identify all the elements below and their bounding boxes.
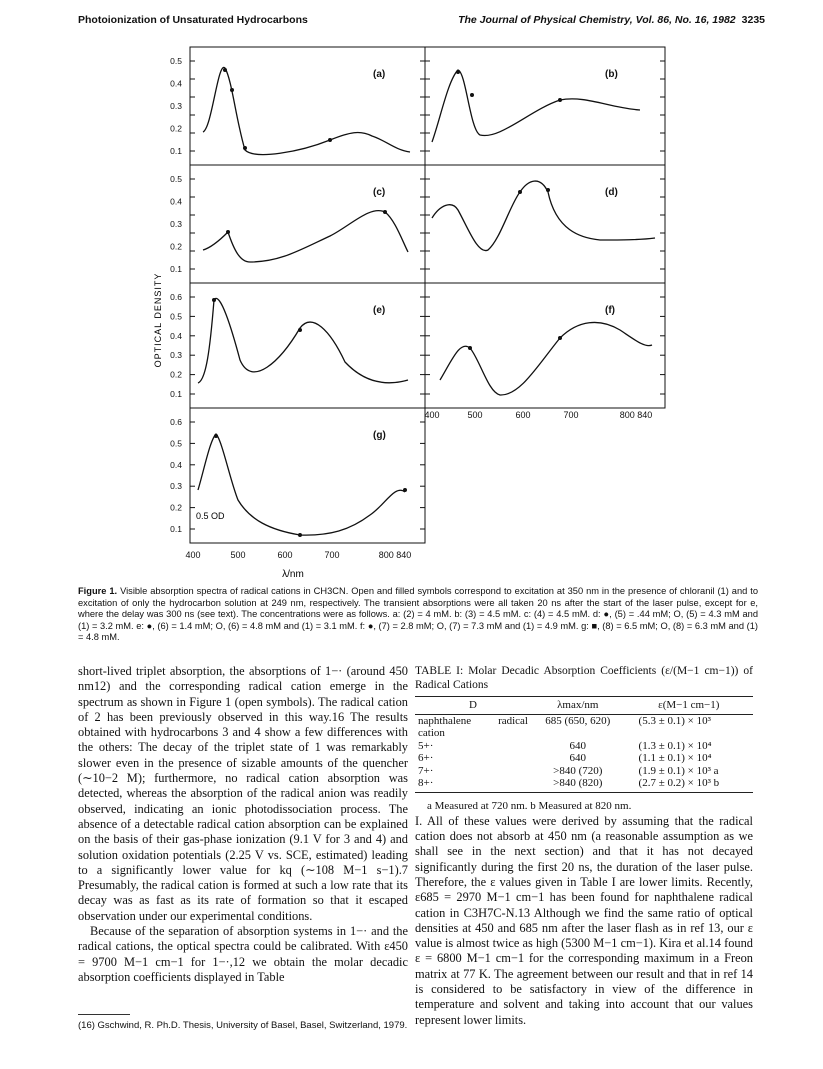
spectrum-curve — [432, 70, 640, 142]
data-point — [468, 346, 472, 350]
caption-text: Visible absorption spectra of radical cations in CH3CN. Open and filled symbols correspond to excitation at 350 nm in the presence of chloranil (1) and to excitation of only the hydrocarbon solution at 249 nm, respectively. The transient absorptions were all taken 20 ns after the start of the laser pulse, except for e, where the delay was 300 ns (see text). The concentrations were as follows. a: (2) = 4 mM. b: (3) = 4.5 mM. c: (4) = 4.5 mM. d: ●, (5) = .44 mM; O, (5) = 4.3 mM and (1) = 3.2 mM. e: ●, (6) = 1.4 mM; O, (6) = 4.8 mM and (1) = 3.1 mM. f: ●, (7) = 2.8 mM; O, (7) = 7.3 mM and (1) = 4.9 mM. g: ■, (8) = 6.5 mM; O, (8) = 6.3 mM and (1) = 4.8 mM. — [78, 586, 758, 643]
table-row: 7+· >840 (720) (1.9 ± 0.1) × 10³ a — [418, 764, 719, 777]
y-tick-label: 0.3 — [170, 481, 182, 492]
data-point — [546, 188, 550, 192]
y-tick-label: 0.4 — [170, 459, 182, 470]
running-header-left: Photoionization of Unsaturated Hydrocarbons — [78, 14, 308, 26]
y-tick-label: 0.1 — [170, 524, 182, 534]
table-header: ε(M−1 cm−1) — [625, 697, 753, 715]
panel-label: (b) — [605, 69, 618, 80]
y-tick-label: 0.3 — [170, 101, 182, 111]
x-tick-label: 700 — [324, 550, 340, 560]
x-tick-label: 400 — [185, 550, 201, 560]
y-tick-label: 0.3 — [170, 219, 182, 229]
paragraph: short-lived triplet absorption, the absorptions of 1−· (around 450 nm12) and the corresponding radical cation emerge in the spectrum as shown in Figure 1 (open symbols). The radical cation of 2 has been previously observed in this way.16 The results obtained with hydrocarbons 3 and 4 show a few differences with the others: The decay of the triplet state of 1 was remarkably slower even in the presence of sizable amounts of the quencher (∼10−2 M); furthermore, no radical cation absorption was detected, whereas the absorption of the radical anion was readily observed, indicating an ionic photodissociation process. The absence of a detectable radical cation absorption can be explained on the basis of their gas-phase ionization (9.1 V for 3 and 4) and solution oxidation potentials (2.25 V vs. SCE, estimated) leading to a significantly lower value for kq (∼108 M−1 s−1).7 Presumably, the radical cation is formed at such a low rate that its decay was as fast as its rate of formation so that it escaped observation under our experimental conditions. — [78, 664, 408, 923]
footnote-rule — [78, 1014, 130, 1015]
od-marker: 0.5 OD — [196, 511, 225, 521]
table-header: λmax/nm — [531, 697, 625, 715]
y-tick-label: 0.2 — [170, 369, 182, 380]
table-footnote: a Measured at 720 nm. b Measured at 820 nm. — [427, 799, 632, 812]
x-tick-label: 600 — [515, 410, 531, 420]
paragraph: I. All of these values were derived by assuming that the radical cation does not absorb at 450 nm (a reasonable assumption as we shall see in the next section) and that it has not decayed significantly during the first 20 ns, the duration of the laser pulse. Therefore, the ε values given in Table I are lower limits. Recently, ε685 = 2970 M−1 cm−1 has been found for naphthalene radical cation in C3H7C-N.13 Although we find the same ratio of optical densities at 450 and 685 nm after the laser flash as in ref 13, our ε value is almost twice as high (5300 M−1 cm−1). Kira et al.14 found ε = 6800 M−1 cm−1 for the corresponding maximum in a Freon matrix at 77 K. The agreement between our result and that in ref 14 is considered to be satisfactory in view of the difference in temperature and solvent and taking into account that our values represent lower limits. — [415, 813, 753, 1027]
y-tick-label: 0.1 — [170, 264, 182, 274]
footnote: (16) Gschwind, R. Ph.D. Thesis, University of Basel, Basel, Switzerland, 1979. — [78, 1020, 408, 1031]
spectrum-curve — [440, 322, 652, 395]
table-header: D — [415, 697, 531, 715]
panel-frame — [190, 165, 425, 283]
panel-frame — [425, 165, 665, 283]
x-tick-label: 500 — [230, 550, 246, 560]
panel-frame — [190, 408, 425, 543]
data-point — [212, 298, 216, 302]
data-point — [243, 146, 247, 150]
data-point — [558, 98, 562, 102]
data-point — [226, 230, 230, 234]
table-row: naphthalene radical cation 685 (650, 620) (5.3 ± 0.1) × 10³ — [418, 714, 711, 739]
y-tick-label: 0.4 — [170, 78, 182, 89]
x-tick-label: 500 — [467, 410, 483, 420]
panel-label: (f) — [605, 305, 615, 316]
caption-label: Figure 1. — [78, 586, 118, 596]
x-tick-label: 600 — [277, 550, 293, 560]
data-point — [456, 70, 460, 74]
figure-caption — [78, 586, 758, 644]
data-point — [558, 336, 562, 340]
panel-label: (d) — [605, 187, 618, 198]
data-point — [518, 190, 522, 194]
table-title: TABLE I: Molar Decadic Absorption Coefficients (ε/(M−1 cm−1)) of Radical Cations — [415, 665, 753, 691]
panel-label: (g) — [373, 430, 386, 441]
y-tick-label: 0.2 — [170, 502, 182, 513]
table-row: 5+· 640 (1.3 ± 0.1) × 10⁴ — [418, 739, 712, 752]
data-point — [403, 488, 407, 492]
page-number: 3235 — [741, 14, 765, 26]
y-tick-label: 0.2 — [170, 241, 182, 252]
y-tick-label: 0.4 — [170, 196, 182, 207]
y-tick-label: 0.4 — [170, 330, 182, 341]
journal-citation: The Journal of Physical Chemistry, Vol. 86, No. 16, 1982 — [458, 14, 736, 26]
data-point — [223, 68, 227, 72]
data-point — [298, 533, 302, 537]
data-point — [214, 434, 218, 438]
y-tick-label: 0.3 — [170, 350, 182, 361]
y-tick-label: 0.6 — [170, 292, 182, 302]
y-tick-label: 0.6 — [170, 417, 182, 427]
right-column — [415, 664, 753, 1028]
x-tick-label: 800 840 — [619, 410, 653, 420]
y-tick-label: 0.5 — [170, 438, 182, 449]
panel-label: (c) — [373, 187, 386, 198]
table-1 — [415, 696, 753, 793]
panel-label: (a) — [373, 69, 386, 80]
y-tick-label: 0.2 — [170, 123, 182, 134]
spectrum-curve — [198, 434, 405, 535]
y-tick-label: 0.1 — [170, 389, 182, 399]
y-tick-label: 0.5 — [170, 56, 182, 66]
y-tick-label: 0.1 — [170, 146, 182, 156]
data-point — [328, 138, 332, 142]
spectrum-curve — [203, 211, 408, 262]
y-tick-label: 0.5 — [170, 311, 182, 322]
spectrum-curve — [203, 67, 410, 154]
y-axis-label: OPTICAL DENSITY — [153, 272, 163, 368]
data-point — [298, 328, 302, 332]
y-tick-label: 0.5 — [170, 174, 182, 184]
x-tick-label: 400 — [424, 410, 440, 420]
data-point — [470, 93, 474, 97]
x-tick-label: 700 — [563, 410, 579, 420]
paragraph: Because of the separation of absorption systems in 1−· and the radical cations, the optical spectra could be calibrated. With ε450 = 9700 M−1 cm−1 for 1−·,12 we obtain the molar decadic absorption coefficients displayed in Table — [78, 924, 408, 984]
panel-frame — [425, 283, 665, 408]
data-point — [230, 88, 234, 92]
panel-label: (e) — [373, 305, 386, 316]
panel-frame — [190, 283, 425, 408]
spectrum-curve — [432, 181, 655, 251]
left-column — [78, 664, 408, 985]
table-row: 6+· 640 (1.1 ± 0.1) × 10⁴ — [418, 752, 712, 764]
x-tick-label: 800 840 — [378, 550, 412, 560]
data-point — [383, 210, 387, 214]
table-row: 8+· >840 (820) (2.7 ± 0.2) × 10³ b — [415, 777, 753, 792]
x-axis-label: λ/nm — [282, 569, 304, 580]
